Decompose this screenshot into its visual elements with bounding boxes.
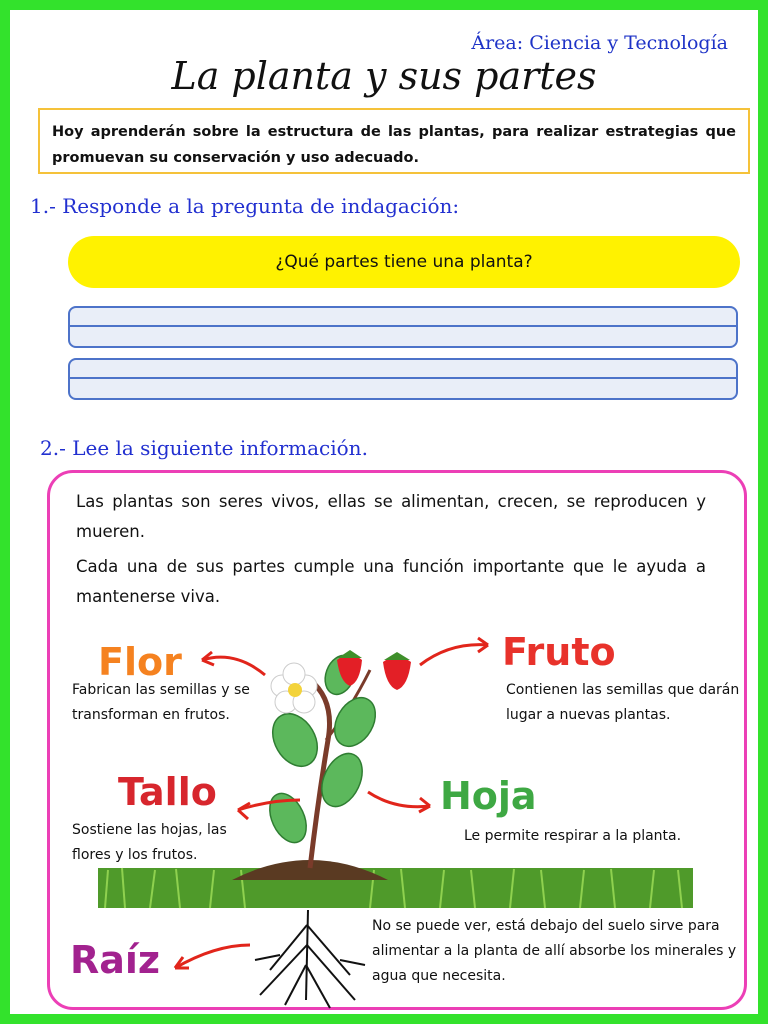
grass-strip (98, 868, 693, 908)
label-fruto: Fruto (502, 630, 616, 674)
plant-illustration (10, 10, 768, 1034)
desc-raiz: No se puede ver, está debajo del suelo sirve para alimentar a la planta de allí absorbe los minerales y agua que necesita. (372, 918, 737, 984)
page-title: La planta y sus partes (171, 54, 597, 98)
section1-heading: 1.- Responde a la pregunta de indagación: (30, 194, 460, 218)
desc-fruto: Contienen las semillas que darán lugar a nuevas plantas. (506, 682, 740, 723)
label-tallo: Tallo (118, 770, 217, 814)
subject-area: Área: Ciencia y Tecnología (471, 32, 728, 54)
info-paragraph-2: Cada una de sus partes cumple una función importante que le ayuda a mantenerse viva. (76, 557, 706, 606)
strawberries (337, 650, 411, 690)
desc-flor: Fabrican las semillas y se transforman en frutos. (72, 682, 250, 723)
intro-box: Hoy aprenderán sobre la estructura de las plantas, para realizar estrategias que promuevan su conservación y uso adecuado. (38, 108, 750, 174)
desc-hoja: Le permite respirar a la planta. (464, 828, 682, 844)
roots (255, 910, 365, 1008)
info-paragraph-1: Las plantas son seres vivos, ellas se alimentan, crecen, se reproducen y mueren. (76, 492, 706, 541)
label-hoja: Hoja (440, 774, 537, 818)
question-banner: ¿Qué partes tiene una planta? (68, 236, 740, 288)
section2-heading: 2.- Lee la siguiente información. (40, 436, 368, 460)
label-raiz: Raíz (70, 938, 161, 982)
label-flor: Flor (98, 640, 182, 684)
arrow-fruto (420, 645, 488, 665)
flower (271, 663, 317, 713)
desc-tallo: Sostiene las hojas, las flores y los frutos. (72, 822, 227, 863)
arrow-raiz (175, 945, 250, 968)
arrow-flor (202, 657, 265, 675)
